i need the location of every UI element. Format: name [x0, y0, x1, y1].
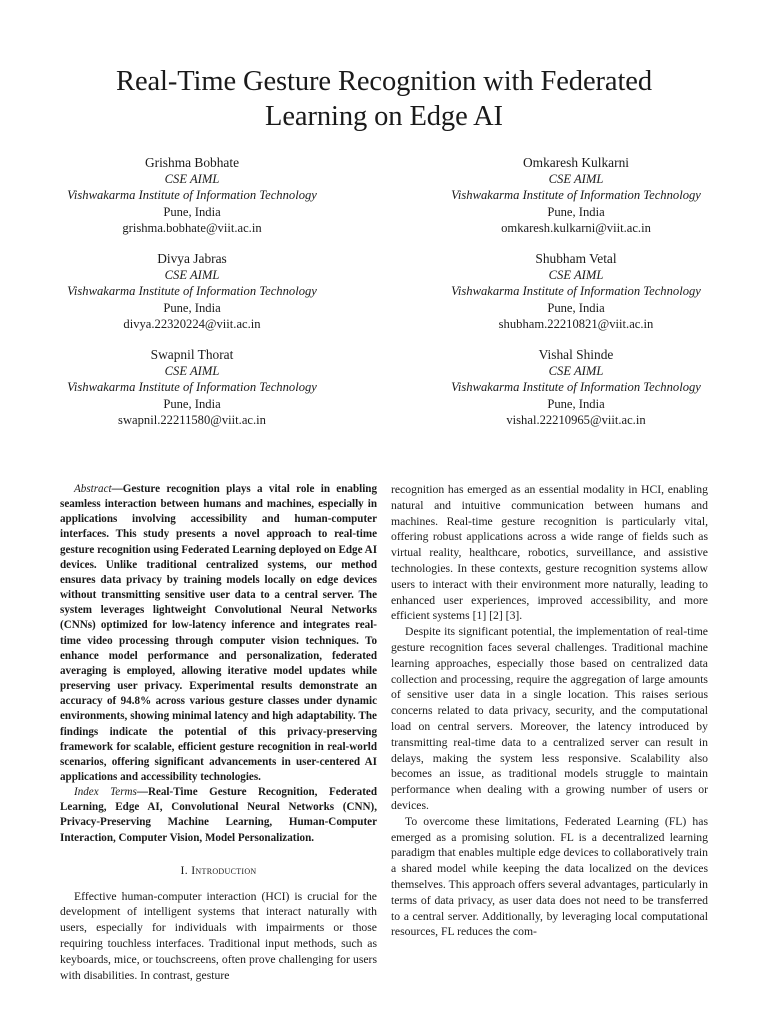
paper-title [40, 64, 728, 134]
author-institution: Vishwakarma Institute of Information Technology [451, 380, 701, 395]
left-column [60, 482, 377, 983]
author-card [0, 251, 384, 332]
author-institution: Vishwakarma Institute of Information Technology [67, 380, 317, 395]
author-name: Shubham Vetal [535, 251, 617, 266]
author-institution: Vishwakarma Institute of Information Technology [451, 188, 701, 203]
intro-paragraph: To overcome these limitations, Federated Learning (FL) has emerged as a promising solution. FL is a decentralized learning paradigm that enables multiple edge devices to collaboratively train a shared model while keeping the data localized on the devices themselves. This approach offers several advantages, particularly in terms of data privacy, as user data does not need to be transferred to a central server. Additionally, by leveraging local computational resources, FL reduces the com- [391, 814, 708, 939]
author-dept: CSE AIML [164, 268, 220, 283]
author-card [384, 251, 768, 332]
section-heading [60, 863, 377, 879]
author-city: Pune, India [547, 396, 605, 411]
author-dept: CSE AIML [548, 172, 604, 187]
author-city: Pune, India [163, 396, 221, 411]
author-city: Pune, India [547, 204, 605, 219]
abstract-text: —Gesture recognition plays a vital role in enabling seamless interaction between humans and machines, especially in applications involving accessibility and human-computer interfaces. This study presents a novel approach to real-time gesture recognition using Federated Learning deployed on Edge AI devices. Unlike traditional centralized systems, our method ensures data privacy by training models locally on edge devices without transmitting sensitive user data to a central server. The system leverages lightweight Convolutional Neural Networks (CNNs) optimized for low-latency inference and integrates real-time video processing through computer vision techniques. To enhance model performance and personalization, federated averaging is employed, allowing iterative model updates while preserving user privacy. Experimental results demonstrate an accuracy of 94.8% across various gesture classes under dynamic environments, showing minimal latency and high adaptability. The findings indicate the potential of this privacy-preserving framework for scalable, efficient gesture recognition in real-world scenarios, offering significant advancements in user-centered AI applications and accessibility technologies. [60, 483, 378, 783]
author-city: Pune, India [163, 204, 221, 219]
author-name: Divya Jabras [157, 251, 227, 266]
section-title: Introduction [191, 862, 257, 877]
title-line-2: Learning on Edge AI [265, 101, 503, 132]
author-email: divya.22320224@viit.ac.in [123, 316, 261, 331]
author-dept: CSE AIML [164, 364, 220, 379]
index-terms-label: Index Terms [74, 786, 137, 799]
author-institution: Vishwakarma Institute of Information Technology [451, 284, 701, 299]
author-name: Grishma Bobhate [144, 155, 240, 170]
author-card [0, 155, 384, 236]
author-city: Pune, India [163, 300, 221, 315]
abstract [60, 482, 377, 785]
intro-paragraph: Effective human-computer interaction (HCI) is crucial for the development of intelligent systems that interact naturally with users, especially for individuals with impairments or those requiring touchless interfaces. Traditional input methods, such as keyboards, mice, or touchscreens, often prove challenging for users with disabilities. In contrast, gesture [60, 889, 377, 982]
author-card [384, 155, 768, 236]
author-institution: Vishwakarma Institute of Information Technology [67, 188, 317, 203]
title-line-1: Real-Time Gesture Recognition with Federated [116, 66, 652, 97]
author-email: shubham.22210821@viit.ac.in [498, 316, 654, 331]
author-name: Omkaresh Kulkarni [523, 155, 629, 170]
right-column [391, 482, 708, 940]
author-institution: Vishwakarma Institute of Information Technology [67, 284, 317, 299]
author-card [0, 347, 384, 428]
index-terms [60, 785, 377, 846]
author-email: swapnil.22211580@viit.ac.in [118, 412, 266, 427]
section-number: I. [180, 862, 192, 877]
author-dept: CSE AIML [548, 364, 604, 379]
author-name: Vishal Shinde [538, 347, 614, 362]
abstract-label: Abstract [74, 483, 112, 495]
author-dept: CSE AIML [548, 268, 604, 283]
author-email: omkaresh.kulkarni@viit.ac.in [501, 220, 651, 235]
intro-paragraph-continued: recognition has emerged as an essential modality in HCI, enabling natural and intuitive communication between humans and machines. Real-time gesture recognition is particularly vital, offering robust applications across a wide range of fields such as virtual reality, healthcare, robotics, surveillance, and assistive technologies. In these contexts, gesture recognition systems allow users to interact with their environment more naturally, leading to enhanced user experiences, improved accessibility, and more efficient systems [1] [2] [3]. [391, 483, 708, 623]
author-city: Pune, India [547, 300, 605, 315]
author-name: Swapnil Thorat [150, 347, 234, 362]
intro-paragraph: Despite its significant potential, the implementation of real-time gesture recognition faces several challenges. Traditional machine learning approaches, especially those based on centralized data collection and processing, require the aggregation of large amounts of sensitive user data in a single location. This raises serious concerns related to data privacy, security, and the computational load on central servers. Moreover, the latency introduced by transmitting real-time data to a centralized server can result in delays, making the system less responsive. Scalability also becomes an issue, as traditional models struggle to maintain performance when dealing with a growing number of users or devices. [391, 625, 708, 812]
author-dept: CSE AIML [164, 172, 220, 187]
author-email: vishal.22210965@viit.ac.in [506, 412, 646, 427]
author-email: grishma.bobhate@viit.ac.in [122, 220, 262, 235]
index-terms-text: —Real-Time Gesture Recognition, Federated Learning, Edge AI, Convolutional Neural Networks (CNN), Privacy-Preserving Machine Learning, Human-Computer Interaction, Computer Vision, Model Personalization. [60, 786, 377, 844]
author-card [384, 347, 768, 428]
